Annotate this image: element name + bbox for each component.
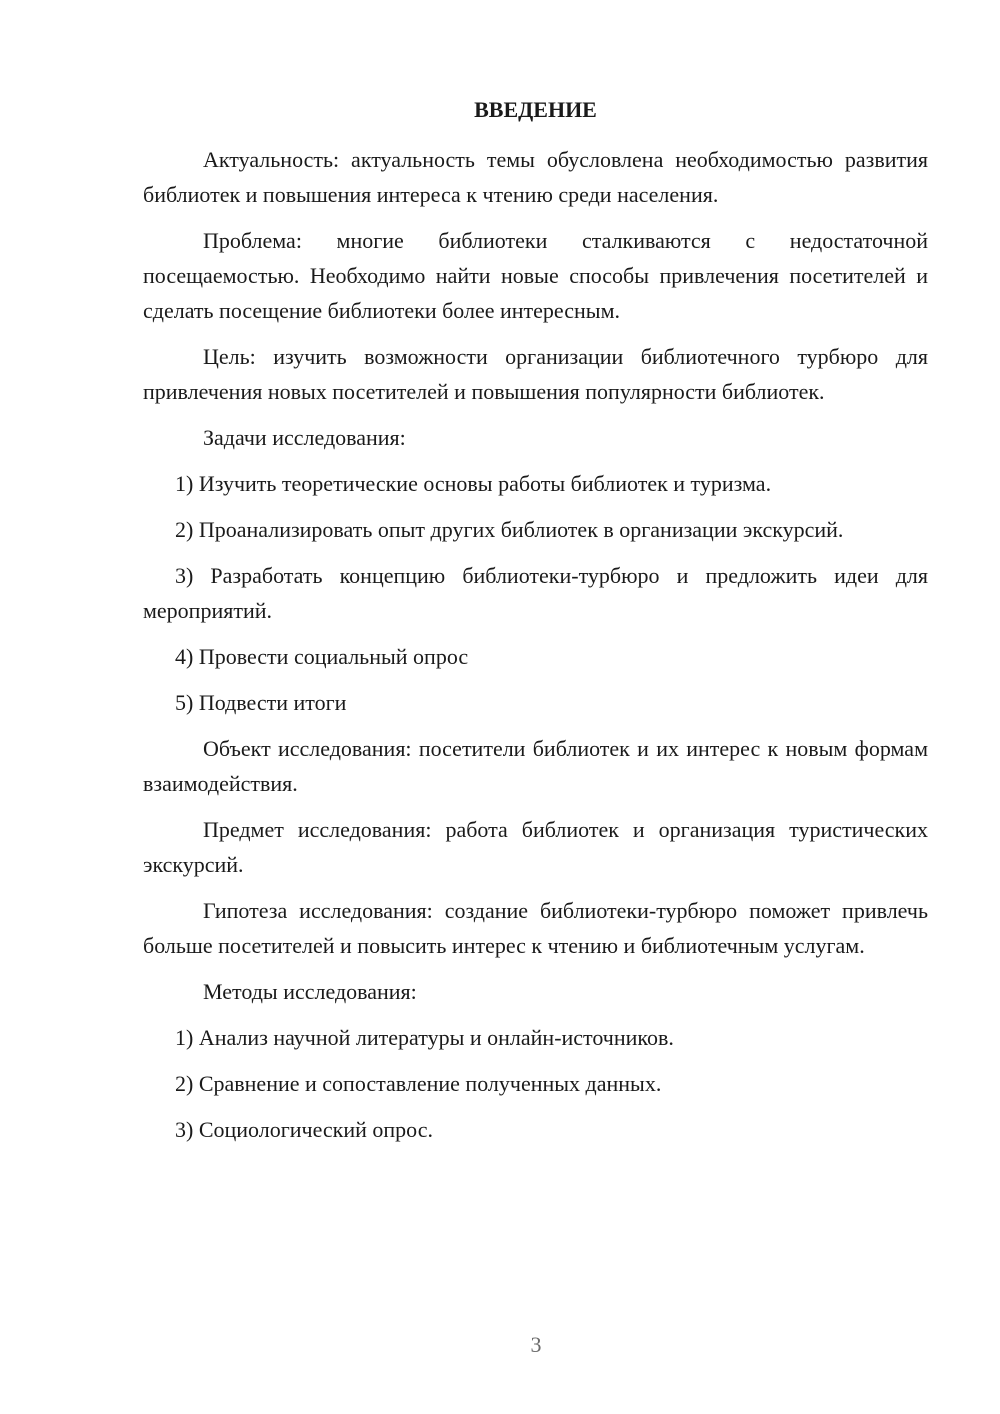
goal-paragraph: Цель: изучить возможности организации библиотечного турбюро для привлечения новых посетителей и повышения популярности библиотек. xyxy=(143,344,928,404)
page-number: 3 xyxy=(530,1332,542,1357)
subject-paragraph: Предмет исследования: работа библиотек и организация туристических экскурсий. xyxy=(143,817,928,877)
page-body xyxy=(143,94,928,1158)
page-title: ВВЕДЕНИЕ xyxy=(474,97,597,122)
task-item: 3) Разработать концепцию библиотеки-турбюро и предложить идеи для мероприятий. xyxy=(143,563,928,623)
relevance-paragraph: Актуальность: актуальность темы обусловлена необходимостью развития библиотек и повышения интереса к чтению среди населения. xyxy=(143,147,928,207)
task-item: 4) Провести социальный опрос xyxy=(175,644,469,669)
object-paragraph: Объект исследования: посетители библиотек и их интерес к новым формам взаимодействия. xyxy=(143,736,928,796)
problem-paragraph: Проблема: многие библиотеки сталкиваются с недостаточной посещаемостью. Необходимо найти новые способы привлечения посетителей и сделать посещение библиотеки более интересным. xyxy=(143,228,928,323)
method-item: 3) Социологический опрос. xyxy=(175,1117,433,1142)
methods-heading: Методы исследования: xyxy=(203,979,417,1004)
task-item: 2) Проанализировать опыт других библиотек в организации экскурсий. xyxy=(175,517,844,542)
method-item: 1) Анализ научной литературы и онлайн-источников. xyxy=(175,1025,674,1050)
tasks-heading: Задачи исследования: xyxy=(203,425,406,450)
method-item: 2) Сравнение и сопоставление полученных данных. xyxy=(175,1071,662,1096)
task-item: 1) Изучить теоретические основы работы библиотек и туризма. xyxy=(175,471,772,496)
hypothesis-paragraph: Гипотеза исследования: создание библиотеки-турбюро поможет привлечь больше посетителей и повысить интерес к чтению и библиотечным услугам. xyxy=(143,898,928,958)
task-item: 5) Подвести итоги xyxy=(175,690,347,715)
